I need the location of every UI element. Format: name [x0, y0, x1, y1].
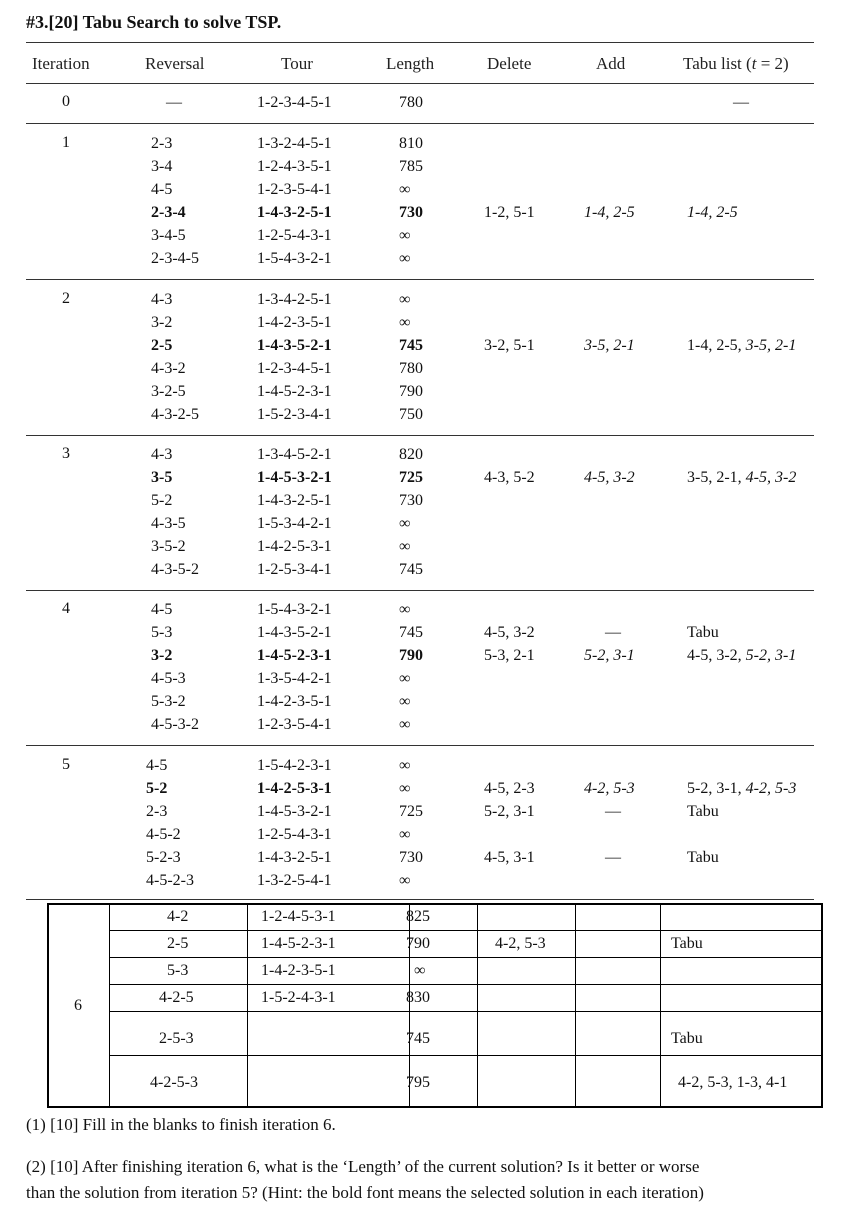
tabu-old: 5-2, 3-1, — [687, 780, 746, 797]
tour-item: 1-5-3-4-2-1 — [257, 515, 332, 532]
length-item: ∞ — [399, 314, 411, 331]
reversal-item: 4-3-5 — [151, 515, 186, 532]
iter5-delete-1: 4-5, 2-3 — [484, 780, 535, 797]
iter2-add: 3-5, 2-1 — [584, 337, 635, 354]
iter6-length: 745 — [406, 1030, 430, 1047]
iter6-tour: 1-4-5-2-3-1 — [261, 935, 336, 952]
col-divider — [575, 905, 576, 1106]
header-delete: Delete — [487, 54, 532, 73]
tour-item: 1-2-5-4-3-1 — [257, 227, 332, 244]
iter5-tabu-1 — [687, 777, 796, 800]
length-item: 790 — [399, 383, 423, 400]
iter6-tour: 1-2-4-5-3-1 — [261, 908, 336, 925]
reversal-item: 3-4-5 — [151, 227, 186, 244]
header-bottom-rule — [26, 83, 814, 84]
length-item: 785 — [399, 158, 423, 175]
iter6-tabu: Tabu — [671, 935, 703, 952]
tour-item: 1-2-4-3-5-1 — [257, 158, 332, 175]
reversal-item: 4-3-5-2 — [151, 561, 199, 578]
iteration-6-number: 6 — [74, 997, 82, 1014]
length-item-selected: ∞ — [399, 780, 411, 797]
iter4-reversal-col — [151, 598, 199, 736]
length-item: ∞ — [399, 250, 411, 267]
length-item: ∞ — [399, 538, 411, 555]
length-item: 730 — [399, 492, 423, 509]
length-item: 745 — [399, 561, 423, 578]
reversal-item-selected: 5-2 — [146, 780, 168, 797]
tour-item: 1-2-5-4-3-1 — [257, 826, 332, 843]
length-item: ∞ — [399, 227, 411, 244]
length-item-selected: 725 — [399, 469, 423, 486]
col-divider — [109, 905, 110, 1106]
iter3-add: 4-5, 3-2 — [584, 469, 635, 486]
tabu-new: 4-5, 3-2 — [745, 469, 797, 486]
iter5-tabu-3: Tabu — [687, 849, 719, 866]
iter2-length-col — [399, 288, 423, 426]
reversal-item: 2-3 — [146, 803, 168, 820]
iter0-tabu: — — [733, 94, 749, 111]
iter1-tour-col — [257, 132, 332, 270]
length-item: ∞ — [399, 872, 411, 889]
tour-item: 1-4-2-3-5-1 — [257, 314, 332, 331]
table-top-rule — [26, 42, 814, 43]
iter5-add-3: — — [605, 849, 621, 866]
reversal-item: 4-5-2-3 — [146, 872, 194, 889]
reversal-item: 3-5-2 — [151, 538, 186, 555]
reversal-item: 3-2-5 — [151, 383, 186, 400]
iteration-3-number: 3 — [62, 445, 70, 462]
iteration-1-number: 1 — [62, 134, 70, 151]
iter2-tour-col — [257, 288, 332, 426]
iteration-4-number: 4 — [62, 600, 70, 617]
length-item-selected: 730 — [399, 204, 423, 221]
iter6-reversal: 4-2-5-3 — [150, 1074, 198, 1091]
reversal-item: 2-3-4-5 — [151, 250, 199, 267]
iter6-tabu: Tabu — [671, 1030, 703, 1047]
col-divider — [660, 905, 661, 1106]
iter6-length: 790 — [406, 935, 430, 952]
reversal-item: 5-2 — [151, 492, 173, 509]
reversal-item: 4-5 — [146, 757, 168, 774]
length-item: ∞ — [399, 601, 411, 618]
tour-item: 1-5-4-3-2-1 — [257, 601, 332, 618]
header-add: Add — [596, 54, 626, 73]
tour-item: 1-2-5-3-4-1 — [257, 561, 332, 578]
tour-item: 1-5-2-3-4-1 — [257, 406, 332, 423]
length-item-selected: 745 — [399, 337, 423, 354]
tour-item: 1-4-5-3-2-1 — [257, 803, 332, 820]
header-tabu-t: t — [751, 54, 757, 73]
iter6-tabu: 4-2, 5-3, 1-3, 4-1 — [678, 1074, 788, 1091]
reversal-item: 2-3 — [151, 135, 173, 152]
iter6-length: 795 — [406, 1074, 430, 1091]
tour-item: 1-3-2-5-4-1 — [257, 872, 332, 889]
iter0-tour: 1-2-3-4-5-1 — [257, 94, 332, 111]
row-divider — [109, 1011, 821, 1012]
iter0-reversal: — — [166, 94, 182, 111]
iter4-delete-2: 5-3, 2-1 — [484, 647, 535, 664]
iter1-tabu: 1-4, 2-5 — [687, 204, 738, 221]
iter6-tour: 1-4-2-3-5-1 — [261, 962, 336, 979]
iter5-add-1: 4-2, 5-3 — [584, 780, 635, 797]
iter4-tour-col — [257, 598, 332, 736]
iter3-tour-col — [257, 443, 332, 581]
reversal-item: 4-5-3-2 — [151, 716, 199, 733]
length-item: 725 — [399, 803, 423, 820]
iter6-reversal: 4-2-5 — [159, 989, 194, 1006]
iter0-length: 780 — [399, 94, 423, 111]
iter2-reversal-col — [151, 288, 199, 426]
length-item: ∞ — [399, 716, 411, 733]
tabu-old: 4-5, 3-2, — [687, 647, 746, 664]
tour-item: 1-3-5-4-2-1 — [257, 670, 332, 687]
tabu-new: 5-2, 3-1 — [745, 647, 797, 664]
iter6-length: 825 — [406, 908, 430, 925]
tour-item: 1-4-3-2-5-1 — [257, 492, 332, 509]
iter3-length-col — [399, 443, 423, 581]
iteration-divider — [26, 123, 814, 124]
tour-item: 1-2-3-5-4-1 — [257, 716, 332, 733]
iter1-delete: 1-2, 5-1 — [484, 204, 535, 221]
iter5-delete-3: 4-5, 3-1 — [484, 849, 535, 866]
iteration-divider — [26, 590, 814, 591]
iter6-delete: 4-2, 5-3 — [495, 935, 546, 952]
tour-item: 1-4-2-5-3-1 — [257, 538, 332, 555]
row-divider — [109, 957, 821, 958]
iteration-divider — [26, 279, 814, 280]
iter1-add: 1-4, 2-5 — [584, 204, 635, 221]
header-tabu-pre: Tabu list ( — [683, 54, 752, 73]
header-tour: Tour — [281, 54, 313, 73]
tour-item: 1-4-3-2-5-1 — [257, 849, 332, 866]
iter4-add-1: — — [605, 624, 621, 641]
iter5-add-2: — — [605, 803, 621, 820]
length-item: ∞ — [399, 670, 411, 687]
iteration-divider — [26, 435, 814, 436]
iteration-5-number: 5 — [62, 756, 70, 773]
row-divider — [109, 930, 821, 931]
tour-item: 1-4-2-3-5-1 — [257, 693, 332, 710]
iter5-length-col — [399, 754, 423, 892]
tabu-new: 4-2, 5-3 — [745, 780, 797, 797]
tour-item: 1-3-2-4-5-1 — [257, 135, 332, 152]
reversal-item: 4-5-2 — [146, 826, 181, 843]
length-item: 750 — [399, 406, 423, 423]
question-2-line-1: (2) [10] After finishing iteration 6, what is the ‘Length’ of the current solution? Is it better or worse — [26, 1157, 700, 1176]
iter6-reversal: 2-5-3 — [159, 1030, 194, 1047]
reversal-item: 4-5-3 — [151, 670, 186, 687]
length-item: ∞ — [399, 291, 411, 308]
reversal-item: 3-4 — [151, 158, 173, 175]
tabu-new: 3-5, 2-1 — [745, 337, 797, 354]
iter6-length: ∞ — [414, 962, 426, 979]
length-item: 820 — [399, 446, 423, 463]
tour-item: 1-2-3-4-5-1 — [257, 360, 332, 377]
reversal-item-selected: 3-5 — [151, 469, 173, 486]
tour-item: 1-4-5-2-3-1 — [257, 383, 332, 400]
header-length: Length — [386, 54, 435, 73]
reversal-item: 3-2 — [151, 314, 173, 331]
reversal-item: 4-3 — [151, 291, 173, 308]
question-2-line-2: than the solution from iteration 5? (Hint: the bold font means the selected solution in each iteration) — [26, 1183, 704, 1202]
length-item: ∞ — [399, 515, 411, 532]
col-divider — [477, 905, 478, 1106]
length-item: 780 — [399, 360, 423, 377]
page-title: #3.[20] Tabu Search to solve TSP. — [26, 12, 282, 32]
reversal-item-selected: 3-2 — [151, 647, 173, 664]
iter5-delete-2: 5-2, 3-1 — [484, 803, 535, 820]
tour-item-selected: 1-4-3-5-2-1 — [257, 337, 332, 354]
tour-item: 1-4-3-5-2-1 — [257, 624, 332, 641]
reversal-item: 4-5 — [151, 181, 173, 198]
iter1-reversal-col — [151, 132, 199, 270]
iter6-tour: 1-5-2-4-3-1 — [261, 989, 336, 1006]
tour-item-selected: 1-4-5-3-2-1 — [257, 469, 332, 486]
row-divider — [109, 1055, 821, 1056]
tour-item-selected: 1-4-5-2-3-1 — [257, 647, 332, 664]
iteration-divider — [26, 899, 814, 900]
tour-item: 1-5-4-3-2-1 — [257, 250, 332, 267]
iter6-length: 830 — [406, 989, 430, 1006]
question-1: (1) [10] Fill in the blanks to finish iteration 6. — [26, 1115, 336, 1134]
tabu-old: 1-4, 2-5, — [687, 337, 746, 354]
header-tabu-post: = 2) — [756, 54, 789, 73]
iter4-delete-1: 4-5, 3-2 — [484, 624, 535, 641]
iter3-delete: 4-3, 5-2 — [484, 469, 535, 486]
reversal-item: 4-5 — [151, 601, 173, 618]
reversal-item: 5-3 — [151, 624, 173, 641]
iteration-6-table — [47, 903, 823, 1108]
iteration-0-number: 0 — [62, 93, 70, 110]
iter4-tabu-2 — [687, 644, 796, 667]
length-item: 730 — [399, 849, 423, 866]
reversal-item-selected: 2-3-4 — [151, 204, 186, 221]
tour-item: 1-3-4-2-5-1 — [257, 291, 332, 308]
iter4-length-col — [399, 598, 423, 736]
length-item-selected: 790 — [399, 647, 423, 664]
tour-item: 1-5-4-2-3-1 — [257, 757, 332, 774]
reversal-item-selected: 2-5 — [151, 337, 173, 354]
iter1-length-col — [399, 132, 423, 270]
iteration-2-number: 2 — [62, 290, 70, 307]
tabu-old: 3-5, 2-1, — [687, 469, 746, 486]
reversal-item: 4-3-2-5 — [151, 406, 199, 423]
iter2-delete: 3-2, 5-1 — [484, 337, 535, 354]
iter4-tabu-1: Tabu — [687, 624, 719, 641]
iter3-reversal-col — [151, 443, 199, 581]
tour-item: 1-2-3-5-4-1 — [257, 181, 332, 198]
col-divider — [247, 905, 248, 1106]
header-iteration: Iteration — [32, 54, 90, 73]
reversal-item: 5-2-3 — [146, 849, 181, 866]
iter4-add-2: 5-2, 3-1 — [584, 647, 635, 664]
length-item: 810 — [399, 135, 423, 152]
tour-item-selected: 1-4-2-5-3-1 — [257, 780, 332, 797]
tour-item-selected: 1-4-3-2-5-1 — [257, 204, 332, 221]
iter6-reversal: 5-3 — [167, 962, 189, 979]
length-item: 745 — [399, 624, 423, 641]
length-item: ∞ — [399, 826, 411, 843]
reversal-item: 4-3-2 — [151, 360, 186, 377]
length-item: ∞ — [399, 693, 411, 710]
reversal-item: 4-3 — [151, 446, 173, 463]
iter5-tabu-2: Tabu — [687, 803, 719, 820]
iter5-reversal-col — [146, 754, 194, 892]
iter6-reversal: 2-5 — [167, 935, 189, 952]
length-item: ∞ — [399, 181, 411, 198]
iter2-tabu — [687, 334, 796, 357]
iter6-reversal: 4-2 — [167, 908, 189, 925]
row-divider — [109, 984, 821, 985]
header-reversal: Reversal — [145, 54, 205, 73]
iter3-tabu — [687, 466, 796, 489]
tour-item: 1-3-4-5-2-1 — [257, 446, 332, 463]
iter5-tour-col — [257, 754, 332, 892]
length-item: ∞ — [399, 757, 411, 774]
header-tabu-list — [683, 54, 789, 74]
iteration-divider — [26, 745, 814, 746]
reversal-item: 5-3-2 — [151, 693, 186, 710]
